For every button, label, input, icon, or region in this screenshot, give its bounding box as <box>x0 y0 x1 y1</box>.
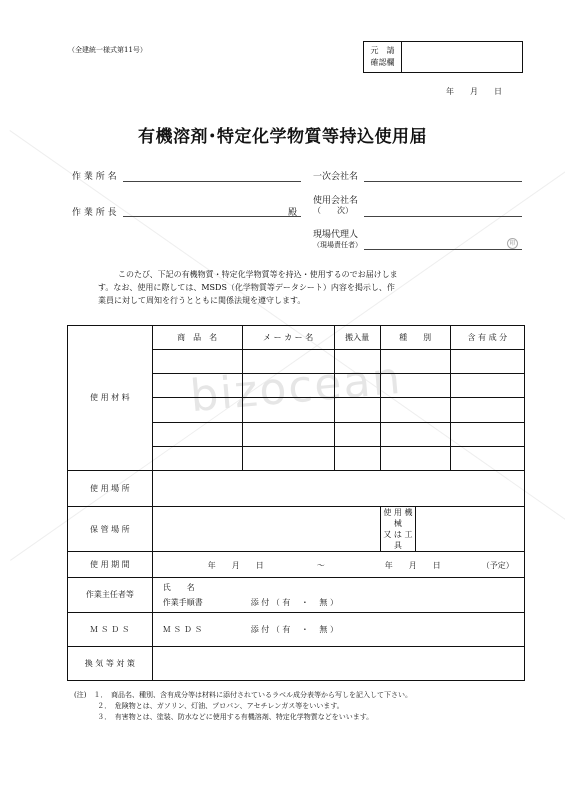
declaration-table <box>67 325 525 681</box>
note-1: (注) １． 商品名、種別、含有成分等は材料に添付されているラベル成分表等から写しを記入して下さい。 <box>74 691 412 699</box>
page-title: 有機溶剤･特定化学物質等持込使用届 <box>138 127 427 147</box>
first-company-field[interactable] <box>364 181 522 182</box>
machinery-label-line1: 使 用 機 械 <box>383 508 413 529</box>
period-end: 年 月 日 <box>384 561 441 571</box>
material-cell[interactable] <box>380 374 450 398</box>
seal-mark: 印 <box>507 238 518 249</box>
material-cell[interactable] <box>450 446 524 470</box>
material-cell[interactable] <box>450 350 524 374</box>
receipt-confirmation-box <box>363 41 523 73</box>
material-cell[interactable] <box>152 374 242 398</box>
col-product-name: 商 品 名 <box>152 326 242 350</box>
date-line: 年 月 日 <box>446 87 502 96</box>
storage-place-label: 保 管 場 所 <box>68 506 153 551</box>
receipt-stamp-area[interactable] <box>404 44 520 70</box>
receipt-label-line2: 確認欄 <box>370 58 395 67</box>
col-quantity: 搬入量 <box>334 326 380 350</box>
period-tilde: ～ <box>316 561 325 571</box>
work-procedure-label: 作業手順書 <box>162 598 203 608</box>
msds-field[interactable] <box>152 612 524 646</box>
place-of-use-label: 使 用 場 所 <box>68 470 153 506</box>
material-cell[interactable] <box>334 446 380 470</box>
supervisor-field[interactable] <box>152 578 524 612</box>
using-company-field[interactable] <box>364 216 522 217</box>
material-cell[interactable] <box>152 446 242 470</box>
supervisor-label: 作業主任者等 <box>68 578 153 612</box>
material-cell[interactable] <box>450 374 524 398</box>
msds-attach: 添 付 （ 有 ・ 無 ） <box>250 624 338 634</box>
col-maker-name: メ ー カ ー 名 <box>242 326 334 350</box>
material-cell[interactable] <box>242 398 334 422</box>
period-field[interactable] <box>152 552 524 578</box>
period-note: （予定） <box>481 561 514 571</box>
material-cell[interactable] <box>152 422 242 446</box>
material-cell[interactable] <box>152 350 242 374</box>
machinery-field[interactable] <box>416 506 525 551</box>
material-cell[interactable] <box>380 350 450 374</box>
material-cell[interactable] <box>450 422 524 446</box>
material-cell[interactable] <box>242 422 334 446</box>
site-agent-sub: （現場責任者） <box>313 241 362 249</box>
site-name-field[interactable] <box>123 181 301 182</box>
material-cell[interactable] <box>152 398 242 422</box>
material-cell[interactable] <box>242 446 334 470</box>
first-company-label: 一次会社名 <box>313 172 359 182</box>
material-cell[interactable] <box>242 374 334 398</box>
place-of-use-field[interactable] <box>152 470 524 506</box>
material-cell[interactable] <box>380 422 450 446</box>
supervisor-name-label: 氏 名 <box>162 583 195 593</box>
period-start: 年 月 日 <box>207 561 264 571</box>
material-cell[interactable] <box>334 398 380 422</box>
materials-label: 使 用 材 料 <box>68 326 153 471</box>
material-cell[interactable] <box>334 350 380 374</box>
material-cell[interactable] <box>380 398 450 422</box>
material-cell[interactable] <box>450 398 524 422</box>
ventilation-field[interactable] <box>152 646 524 680</box>
site-agent-field[interactable] <box>364 249 522 250</box>
site-manager-field[interactable] <box>123 216 301 217</box>
site-agent-label: 現場代理人 <box>313 230 359 240</box>
period-label: 使 用 期 間 <box>68 552 153 578</box>
honorific: 殿 <box>288 208 298 218</box>
site-manager-label: 作 業 所 長 <box>72 208 117 218</box>
ventilation-label: 換 気 等 対 策 <box>68 646 153 680</box>
storage-place-field[interactable] <box>152 506 380 551</box>
notes <box>74 690 412 723</box>
msds-label: Ｍ Ｓ Ｄ Ｓ <box>68 612 153 646</box>
material-cell[interactable] <box>334 374 380 398</box>
intro-line-3: 業員に対して周知を行うとともに関係法規を遵守します。 <box>98 296 306 305</box>
note-2: ２． 危険物とは、ガソリン、灯油、プロパン、アセチレンガス等をいいます。 <box>74 702 344 710</box>
work-procedure-attach: 添 付 （ 有 ・ 無 ） <box>250 598 338 608</box>
machinery-label-line2: 又 は 工 具 <box>383 530 413 551</box>
using-company-label: 使用会社名 <box>313 196 359 206</box>
material-cell[interactable] <box>380 446 450 470</box>
material-cell[interactable] <box>334 422 380 446</box>
form-code: （全建統一様式第11号） <box>68 46 147 54</box>
watermark-logo: bizocean <box>188 352 405 423</box>
intro-line-1: このたび、下記の有機物質・特定化学物質等を持込・使用するのでお届けしま <box>118 270 398 279</box>
machinery-label <box>380 506 416 551</box>
note-3: ３． 有害物とは、塗装、防水などに使用する有機溶剤、特定化学物質などをいいます。 <box>74 713 374 721</box>
receipt-label <box>364 42 402 72</box>
site-name-label: 作 業 所 名 <box>72 172 117 182</box>
material-cell[interactable] <box>242 350 334 374</box>
using-company-sub: （ 次） <box>313 206 353 215</box>
receipt-label-line1: 元 請 <box>370 46 395 55</box>
col-type: 種 別 <box>380 326 450 350</box>
intro-line-2: す。なお、使用に際しては、MSDS（化学物質等データシート）内容を掲示し、作 <box>98 283 395 292</box>
col-components: 含 有 成 分 <box>450 326 524 350</box>
msds-value: Ｍ Ｓ Ｄ Ｓ <box>162 624 203 634</box>
